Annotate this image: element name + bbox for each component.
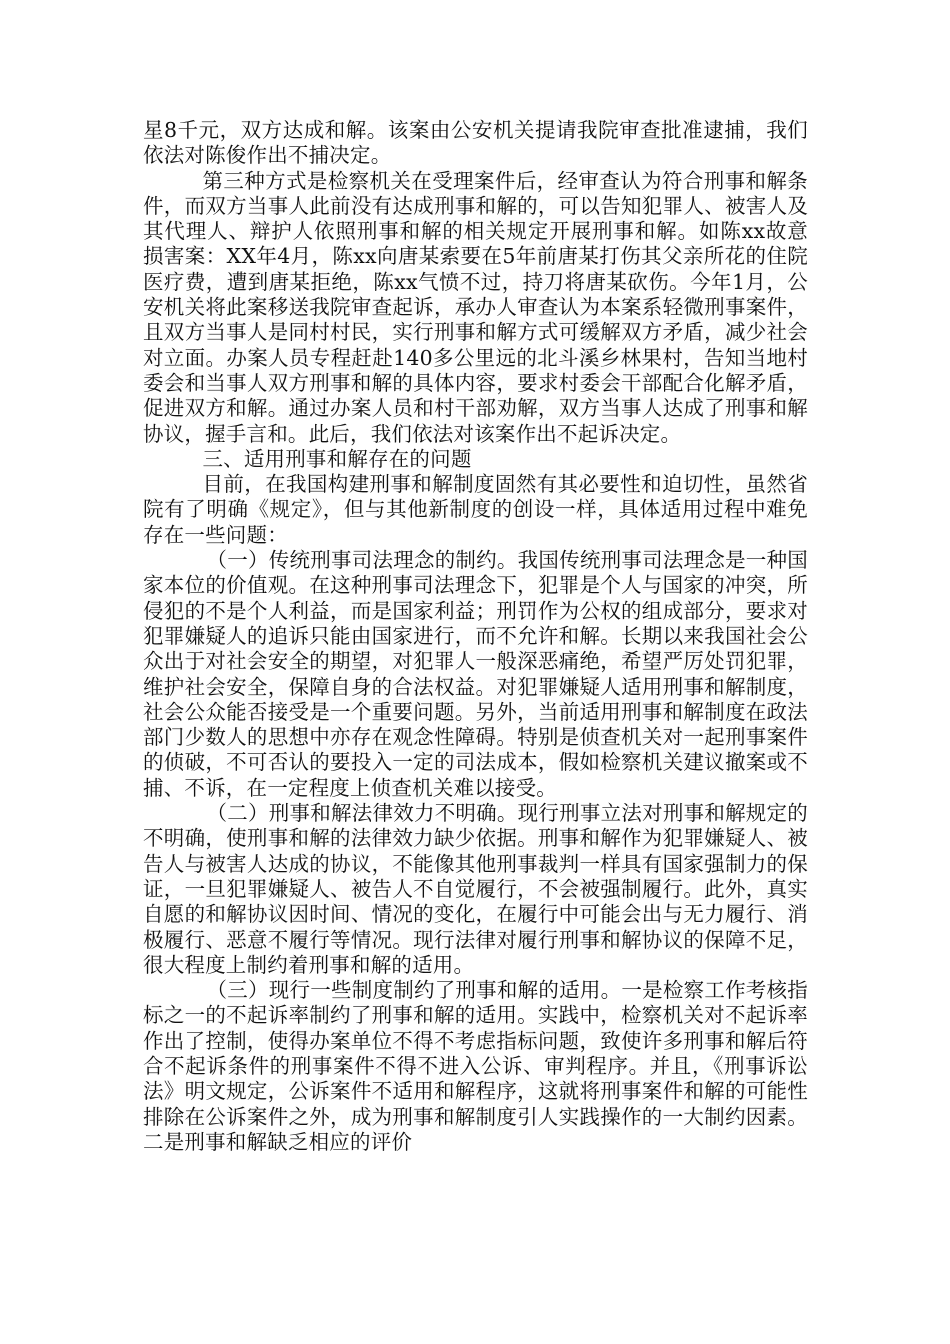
document-page bbox=[143, 118, 808, 1155]
paragraph-continuation: 星8千元，双方达成和解。该案由公安机关提请我院审查批准逮捕，我们依法对陈俊作出不捕决定。 bbox=[143, 118, 808, 168]
paragraph-intro-problems: 目前，在我国构建刑事和解制度固然有其必要性和迫切性，虽然省院有了明确《规定》，但与其他新制度的创设一样，具体适用过程中难免存在一些问题： bbox=[143, 472, 808, 547]
paragraph-problem-1: （一）传统刑事司法理念的制约。我国传统刑事司法理念是一种国家本位的价值观。在这种刑事司法理念下，犯罪是个人与国家的冲突，所侵犯的不是个人利益，而是国家利益；刑罚作为公权的组成部分，要求对犯罪嫌疑人的追诉只能由国家进行，而不允许和解。长期以来我国社会公众出于对社会安全的期望，对犯罪人一般深恶痛绝，希望严厉处罚犯罪，维护社会安全，保障自身的合法权益。对犯罪嫌疑人适用刑事和解制度，社会公众能否接受是一个重要问题。另外，当前适用刑事和解制度在政法部门少数人的思想中亦存在观念性障碍。特别是侦查机关对一起刑事案件的侦破，不可否认的要投入一定的司法成本，假如检察机关建议撤案或不捕、不诉，在一定程度上侦查机关难以接受。 bbox=[143, 548, 808, 800]
paragraph-problem-3: （三）现行一些制度制约了刑事和解的适用。一是检察工作考核指标之一的不起诉率制约了刑事和解的适用。实践中，检察机关对不起诉率作出了控制，使得办案单位不得不考虑指标问题，致使许多刑事和解后符合不起诉条件的刑事案件不得不进入公诉、审判程序。并且，《刑事诉讼法》明文规定，公诉案件不适用和解程序，这就将刑事案件和解的可能性排除在公诉案件之外，成为刑事和解制度引人实践操作的一大制约因素。二是刑事和解缺乏相应的评价 bbox=[143, 978, 808, 1154]
paragraph-third-method: 第三种方式是检察机关在受理案件后，经审查认为符合刑事和解条件，而双方当事人此前没有达成刑事和解的，可以告知犯罪人、被害人及其代理人、辩护人依照刑事和解的相关规定开展刑事和解。如陈xx故意损害案：XX年4月，陈xx向唐某索要在5年前唐某打伤其父亲所花的住院医疗费，遭到唐某拒绝，陈xx气愤不过，持刀将唐某砍伤。今年1月，公安机关将此案移送我院审查起诉，承办人审查认为本案系轻微刑事案件，且双方当事人是同村村民，实行刑事和解方式可缓解双方矛盾，减少社会对立面。办案人员专程赶赴140多公里远的北斗溪乡林果村，告知当地村委会和当事人双方刑事和解的具体内容，要求村委会干部配合化解矛盾，促进双方和解。通过办案人员和村干部劝解，双方当事人达成了刑事和解协议，握手言和。此后，我们依法对该案作出不起诉决定。 bbox=[143, 168, 808, 446]
paragraph-problem-2: （二）刑事和解法律效力不明确。现行刑事立法对刑事和解规定的不明确，使刑事和解的法律效力缺少依据。刑事和解作为犯罪嫌疑人、被告人与被害人达成的协议，不能像其他刑事裁判一样具有国家强制力的保证，一旦犯罪嫌疑人、被告人不自觉履行，不会被强制履行。此外，真实自愿的和解协议因时间、情况的变化，在履行中可能会出与无力履行、消极履行、恶意不履行等情况。现行法律对履行刑事和解协议的保障不足，很大程度上制约着刑事和解的适用。 bbox=[143, 801, 808, 977]
section-heading: 三、适用刑事和解存在的问题 bbox=[202, 446, 472, 471]
